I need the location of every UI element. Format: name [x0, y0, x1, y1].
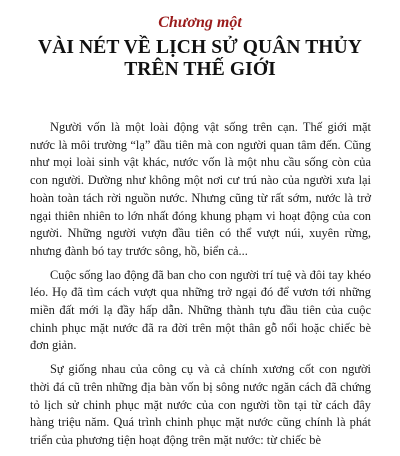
paragraph: Sự giống nhau của công cụ và cả chính xương cốt con người thời đá cũ trên những địa bàn vốn bị sông nước ngăn cách đã chứng tỏ lịch sử chinh phục mặt nước của con người tồn tại từ cách đây hàng triệu năm. Quá trình chinh phục mặt nước cũng chính là phát triển của phương tiện hoạt động trên mặt nước: từ chiếc bè: [30, 362, 371, 447]
chapter-title: [20, 37, 380, 81]
chapter-title-line-2: TRÊN THẾ GIỚI: [124, 59, 276, 80]
body-text: [30, 119, 371, 456]
chapter-label: Chương một: [158, 14, 242, 31]
paragraph: Người vốn là một loài động vật sống trên cạn. Thế giới mặt nước là môi trường “lạ” đầu tiên mà con người quan tâm đến. Cũng như mọi loài sinh vật khác, nước vốn là một nhu cầu sống còn của con người. Dường như không một nơi cư trú nào của người xưa lại hoàn toàn tách rời nguồn nước. Nhưng cũng từ rất sớm, nước là trở ngại thiên nhiên to lớn nhất đóng khung phạm vi hoạt động của con người. Những người vượn đầu tiên có thể vượt núi, xuyên rừng, nhưng đành bó tay trước sông, hồ, biển cả...: [30, 120, 371, 258]
chapter-title-line-1: VÀI NÉT VỀ LỊCH SỬ QUÂN THỦY: [38, 37, 362, 58]
paragraph: Cuộc sống lao động đã ban cho con người trí tuệ và đôi tay khéo léo. Họ đã tìm cách vượt qua những trở ngại đó để vươn tới những miền đất mới lạ đầy hấp dẫn. Những thành tựu đầu tiên của cuộc chinh phục mặt nước đã ra đời trên một thân gỗ nổi hoặc chiếc bè đơn giản.: [30, 267, 371, 353]
